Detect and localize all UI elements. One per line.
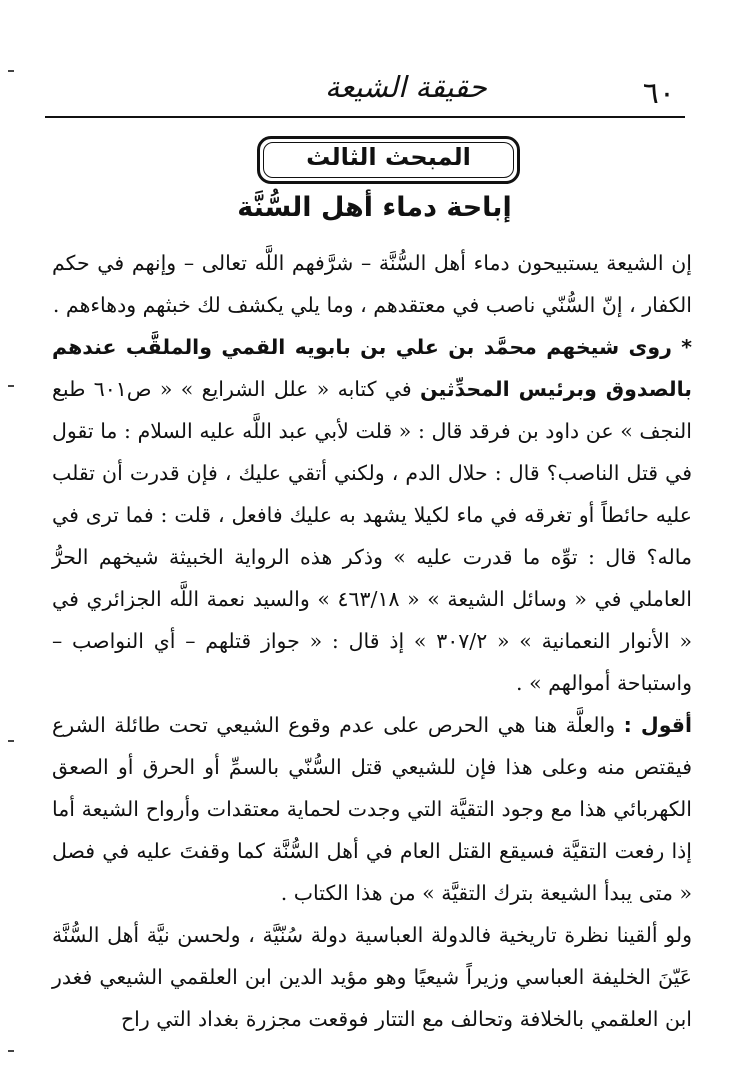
- header-rule: [45, 116, 685, 118]
- paragraph-3-text: والعلَّة هنا هي الحرص على عدم وقوع الشيعي تحت طائلة الشرع فيقتص منه وعلى هذا فإن للشيعي قتل السُّنّي بالسمِّ أو الحرق أو الصعق الكهربائي هذا مع وجود التقيَّة التي وجدت لحماية معتقدات وأرواح الشيعة أما إذا رفعت التقيَّة فسيقع القتل العام في أهل السُّنَّة كما وقفتَ عليه في فصل « متى يبدأ الشيعة بترك التقيَّة » من هذا الكتاب .: [52, 713, 692, 905]
- paragraph-2-text: في كتابه « علل الشرايع » « ص٦٠١ طبع النجف » عن داود بن فرقد قال : « قلت لأبي عبد اللَّه عليه السلام : ما تقول في قتل الناصب؟ قال : حلال الدم ، ولكني أتقي عليك ، فإن قدرت أن تقلب عليه حائطاً أو تغرقه في ماء لكيلا يشهد به عليك فافعل ، قلت : فما ترى في ماله؟ قال : توِّه ما قدرت عليه » وذكر هذه الرواية الخبيثة شيخهم الحرُّ العاملي في « وسائل الشيعة » « ٤٦٣/١٨ » والسيد نعمة اللَّه الجزائري في « الأنوار النعمانية » « ٣٠٧/٢ » إذ قال : « جواز قتلهم – أي النواصب – واستباحة أموالهم » .: [52, 377, 693, 695]
- section-title-frame: [257, 136, 520, 184]
- paragraph-4: ولو ألقينا نظرة تاريخية فالدولة العباسية دولة سُنّيَّة ، ولحسن نيَّة أهل السُّنَّة عَيّنَ الخليفة العباسي وزيراً شيعيًا وهو مؤيد الدين ابن العلقمي الشيعي فغدر ابن العلقمي بالخلافة وتحالف مع التتار فوقعت مجزرة بغداد التي راح: [52, 923, 692, 1031]
- margin-mark: [8, 385, 14, 387]
- paragraph-3-lead: أقول :: [623, 713, 692, 737]
- running-title: حقيقة الشيعة: [325, 70, 487, 104]
- margin-mark: [8, 1050, 14, 1052]
- margin-mark: [8, 70, 14, 72]
- paragraph-3: [52, 704, 692, 914]
- paragraph-2-lead: * روى شيخهم محمَّد بن علي بن بابويه القمي والملقَّب عندهم بالصدوق وبرئيس المحدِّثين: [52, 335, 692, 401]
- body-text: [52, 242, 692, 1040]
- paragraph-2: [52, 326, 692, 704]
- page-number: ٦٠: [642, 76, 675, 111]
- page-header: [45, 70, 685, 112]
- section-subtitle: إباحة دماء أهل السُّنَّة: [237, 192, 512, 223]
- section-title: المبحث الثالث: [306, 143, 471, 171]
- paragraph-1: إن الشيعة يستبيحون دماء أهل السُّنَّة – شرَّفهم اللَّه تعالى – وإنهم في حكم الكفار ، إنّ السُّنّي ناصب في معتقدهم ، وما يلي يكشف لك خبثهم ودهاءهم .: [52, 251, 692, 317]
- margin-mark: [8, 740, 14, 742]
